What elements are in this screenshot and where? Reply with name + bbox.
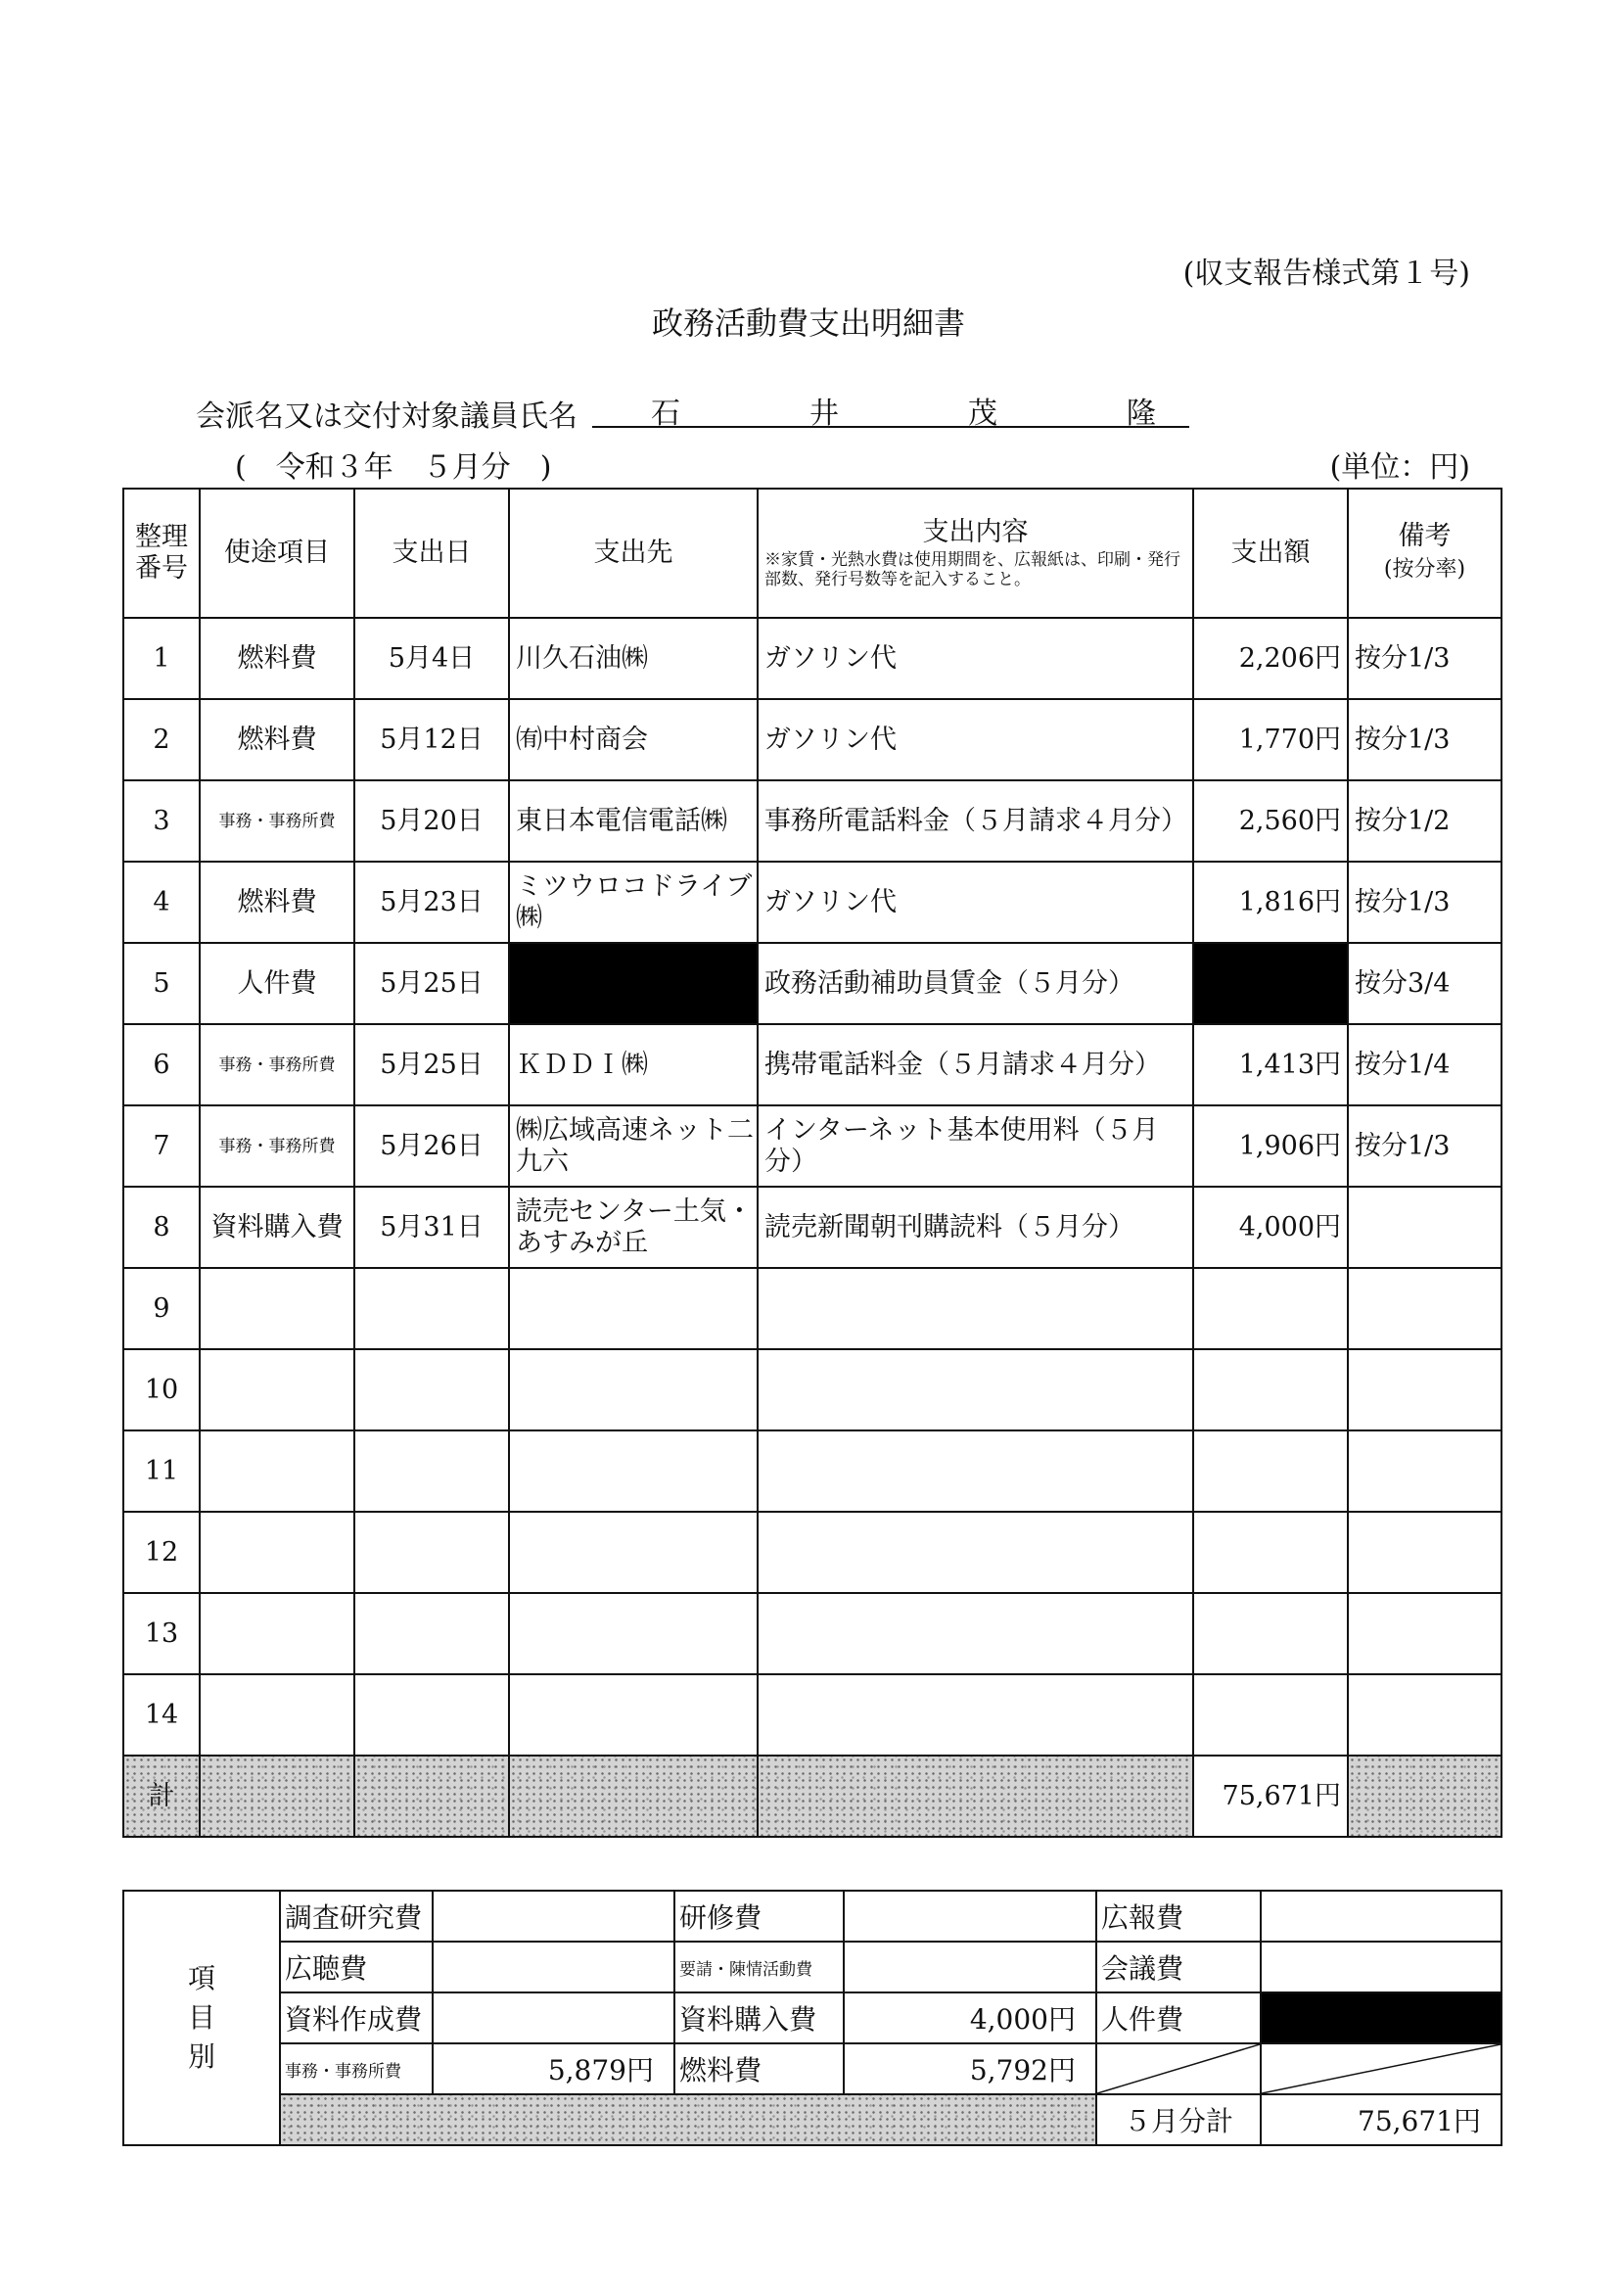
fuel-amount: 5,792円 — [844, 2043, 1096, 2094]
row-date: 5月23日 — [354, 862, 509, 943]
row-number: 14 — [123, 1674, 200, 1756]
member-name-char: 隆 — [1127, 397, 1156, 431]
row-payee: ミツウロコドライブ㈱ — [509, 862, 758, 943]
pr-label: 広報費 — [1096, 1891, 1261, 1942]
member-name-char: 石 — [651, 397, 680, 431]
hearing-label: 広聴費 — [280, 1942, 433, 1992]
row-content: ガソリン代 — [758, 618, 1193, 699]
row-number: 11 — [123, 1430, 200, 1512]
row-remarks: 按分1/3 — [1348, 862, 1502, 943]
row-content: ガソリン代 — [758, 862, 1193, 943]
page-title: 政務活動費支出明細書 — [651, 305, 965, 342]
materials-purchase-amount: 4,000円 — [844, 1992, 1096, 2043]
row-remarks: 按分1/4 — [1348, 1024, 1502, 1105]
row-number: 9 — [123, 1268, 200, 1349]
row-number: 8 — [123, 1187, 200, 1268]
table-row-empty — [123, 1349, 1502, 1430]
row-remarks — [1348, 1187, 1502, 1268]
header-content-note: ※家賃・光熱水費は使用期間を、広報紙は、印刷・発行部数、発行号数等を記入すること。 — [764, 550, 1180, 589]
row-number: 2 — [123, 699, 200, 780]
row-amount: 2,560円 — [1193, 780, 1348, 862]
blank-diagonal-cell — [1096, 2043, 1261, 2094]
row-date: 5月25日 — [354, 943, 509, 1024]
materials-creation-label: 資料作成費 — [280, 1992, 433, 2043]
table-row-empty — [123, 1512, 1502, 1593]
table-row — [123, 1187, 1502, 1268]
row-amount: 1,770円 — [1193, 699, 1348, 780]
redacted-personnel-amount — [1261, 1992, 1502, 2043]
row-number: 7 — [123, 1105, 200, 1187]
row-date: 5月12日 — [354, 699, 509, 780]
table-row-empty — [123, 1430, 1502, 1512]
row-number: 6 — [123, 1024, 200, 1105]
row-content: 事務所電話料金（５月請求４月分） — [758, 780, 1193, 862]
header-date: 支出日 — [354, 489, 509, 618]
row-number: 4 — [123, 862, 200, 943]
header-content-title: 支出内容 — [922, 517, 1029, 547]
header-number: 整理 番号 — [123, 489, 200, 618]
row-date: 5月26日 — [354, 1105, 509, 1187]
member-name-char: 茂 — [968, 397, 997, 431]
row-category: 人件費 — [200, 943, 354, 1024]
row-amount: 2,206円 — [1193, 618, 1348, 699]
row-number: 10 — [123, 1349, 200, 1430]
petition-label: 要請・陳情活動費 — [674, 1942, 844, 1992]
row-category: 事務・事務所費 — [200, 780, 354, 862]
member-name-field — [592, 389, 1189, 431]
row-content: 政務活動補助員賃金（５月分） — [758, 943, 1193, 1024]
row-date: 5月4日 — [354, 618, 509, 699]
row-remarks: 按分1/3 — [1348, 699, 1502, 780]
survey-label: 調査研究費 — [280, 1891, 433, 1942]
table-row — [123, 862, 1502, 943]
expense-table — [122, 488, 1502, 1838]
row-category: 事務・事務所費 — [200, 1105, 354, 1187]
table-row-empty — [123, 1674, 1502, 1756]
month-total-amount: 75,671円 — [1261, 2094, 1502, 2145]
personnel-label: 人件費 — [1096, 1992, 1261, 2043]
member-name-char: 井 — [809, 397, 839, 431]
row-amount: 4,000円 — [1193, 1187, 1348, 1268]
blank-diagonal-cell — [1261, 2043, 1502, 2094]
total-label: 計 — [123, 1756, 200, 1837]
row-payee: ㈱広域高速ネット二九六 — [509, 1105, 758, 1187]
materials-purchase-label: 資料購入費 — [674, 1992, 844, 2043]
meeting-label: 会議費 — [1096, 1942, 1261, 1992]
row-amount: 1,413円 — [1193, 1024, 1348, 1105]
row-date: 5月20日 — [354, 780, 509, 862]
row-payee: ㈲中村商会 — [509, 699, 758, 780]
row-number: 12 — [123, 1512, 200, 1593]
row-remarks: 按分1/3 — [1348, 618, 1502, 699]
row-content: ガソリン代 — [758, 699, 1193, 780]
header-remarks: 備考 (按分率) — [1348, 489, 1502, 618]
summary-table — [122, 1890, 1502, 2146]
training-label: 研修費 — [674, 1891, 844, 1942]
row-payee: 東日本電信電話㈱ — [509, 780, 758, 862]
unit-label: (単位：円) — [1329, 450, 1470, 485]
member-label: 会派名又は交付対象議員氏名 — [196, 399, 578, 434]
row-category: 事務・事務所費 — [200, 1024, 354, 1105]
table-row — [123, 618, 1502, 699]
table-row — [123, 943, 1502, 1024]
month-total-label: ５月分計 — [1096, 2094, 1261, 2145]
table-row-empty — [123, 1593, 1502, 1674]
row-number: 13 — [123, 1593, 200, 1674]
table-row — [123, 1024, 1502, 1105]
header-amount: 支出額 — [1193, 489, 1348, 618]
row-payee: 川久石油㈱ — [509, 618, 758, 699]
form-number: (収支報告様式第１号) — [1182, 257, 1470, 291]
row-date: 5月25日 — [354, 1024, 509, 1105]
total-row — [123, 1756, 1502, 1837]
header-category: 使途項目 — [200, 489, 354, 618]
row-date: 5月31日 — [354, 1187, 509, 1268]
office-label: 事務・事務所費 — [280, 2043, 433, 2094]
table-header-row — [123, 489, 1502, 618]
stippled-area — [280, 2094, 1096, 2145]
row-payee: ＫＤＤＩ㈱ — [509, 1024, 758, 1105]
row-content: 携帯電話料金（５月請求４月分） — [758, 1024, 1193, 1105]
total-amount: 75,671円 — [1193, 1756, 1348, 1837]
row-remarks: 按分1/2 — [1348, 780, 1502, 862]
row-payee: 読売センター土気・あすみが丘 — [509, 1187, 758, 1268]
table-row — [123, 1105, 1502, 1187]
row-amount: 1,816円 — [1193, 862, 1348, 943]
row-number: 3 — [123, 780, 200, 862]
row-amount: 1,906円 — [1193, 1105, 1348, 1187]
table-row — [123, 780, 1502, 862]
summary-row-label: 項 目 別 — [123, 1891, 280, 2145]
row-category: 燃料費 — [200, 862, 354, 943]
row-content: 読売新聞朝刊購読料（５月分） — [758, 1187, 1193, 1268]
header-content — [758, 489, 1193, 618]
row-number: 1 — [123, 618, 200, 699]
row-remarks: 按分3/4 — [1348, 943, 1502, 1024]
office-amount: 5,879円 — [433, 2043, 674, 2094]
fuel-label: 燃料費 — [674, 2043, 844, 2094]
row-content: インターネット基本使用料（５月分） — [758, 1105, 1193, 1187]
row-category: 資料購入費 — [200, 1187, 354, 1268]
redacted-payee — [509, 943, 758, 1024]
row-remarks: 按分1/3 — [1348, 1105, 1502, 1187]
row-category: 燃料費 — [200, 699, 354, 780]
header-payee: 支出先 — [509, 489, 758, 618]
table-row — [123, 699, 1502, 780]
period: ( 令和３年 ５月分 ) — [235, 450, 552, 485]
row-category: 燃料費 — [200, 618, 354, 699]
table-row-empty — [123, 1268, 1502, 1349]
row-number: 5 — [123, 943, 200, 1024]
redacted-amount — [1193, 943, 1348, 1024]
